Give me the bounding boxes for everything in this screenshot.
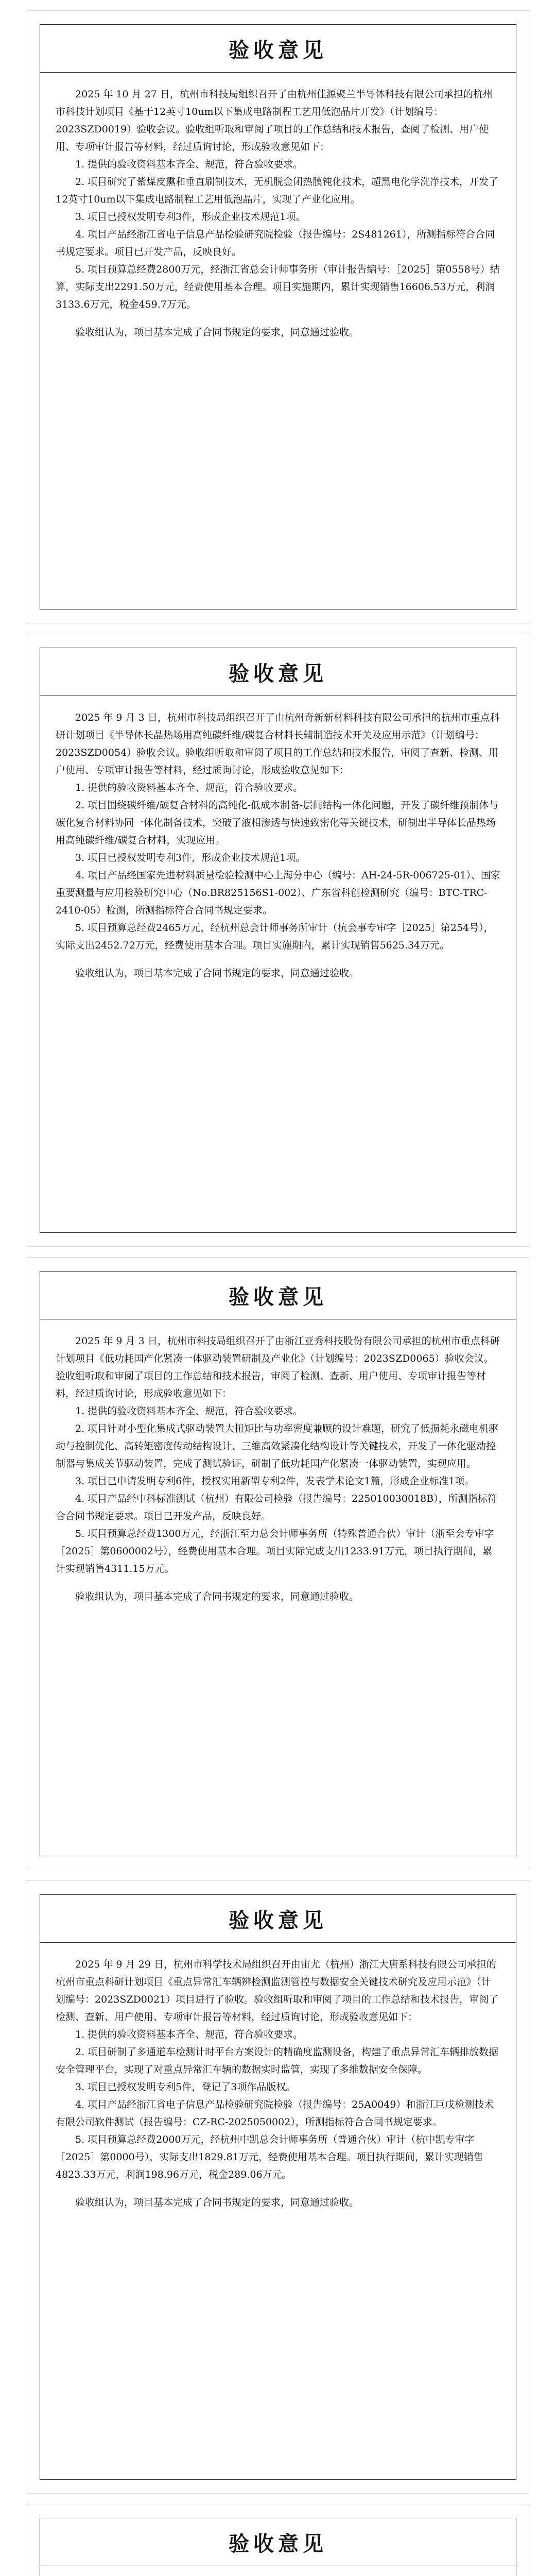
title-divider (40, 1942, 516, 1943)
opinion-item: 5. 项目预算总经费2800万元，经浙江省总会计师事务所（审计报告编号：［2025］第0558号）结算，实际支出2291.50万元，经费使用基本合理。项目实施期内，累计实现销售16606.53万元，利润3133.6万元，税金459.7万元。 (56, 264, 500, 310)
opinion-item: 2. 项目围绕碳纤维/碳复合材料的高纯化-低成本制备-层间结构一体化问题，开发了碳纤维预制体与碳化复合材料协同一体化制备技术，突破了液相渗透与快速致密化等关键技术，研制出半导体长晶热场用高纯碳纤维/碳复合材料，实现应用。 (56, 800, 499, 846)
sheet-title: 验收意见 (229, 662, 327, 686)
closing-paragraph: 验收组认为，项目基本完成了合同书规定的要求，同意通过验收。 (75, 968, 359, 979)
opinion-item: 2. 项目研制了多通道车检测计时平台方案设计的精确度监测设备，构建了重点异常汇车辆排放数据安全管理平台，实现了对重点异常汇车辆的数据实时监管，实现了多维数据安全保障。 (56, 2046, 499, 2075)
opinion-item: 3. 项目已授权发明专利3件，形成企业技术规范1项。 (75, 852, 306, 863)
intro-paragraph: 2025 年 9 月 3 日，杭州市科技局组织召开了由杭州奇新新材料科技有限公司承担的杭州市重点科研计划项目《半导体长晶热场用高纯碳纤维/碳复合材料长辅制造技术开关及应用示范》（计划编号：2023SZD0054）验收会议。验收组听取和审阅了项目的工作总结和技术报告，审阅了查新、检测、用户使用、专项审计报告等材料，经过质询讨论，形成验收意见如下： (56, 712, 500, 776)
opinion-item: 2. 项目针对小型化集成式驱动装置大扭矩比与功率密度兼顾的设计难题，研究了低损耗永磁电机驱动与控制优化、高转矩密度传动结构设计、三维高效紧凑化结构设计等关键技术，开发了一体化驱动控制器与集成关节驱动装置，完成了测试验证，研制了低功耗国产化紧凑一体驱动装置，实现应用。 (56, 1423, 499, 1469)
opinion-item: 3. 项目已授权发明专利5件，登记了3项作品版权。 (75, 2081, 296, 2093)
closing-paragraph: 验收组认为，项目基本完成了合同书规定的要求，同意通过验收。 (75, 1591, 359, 1602)
closing-paragraph: 验收组认为，项目基本完成了合同书规定的要求，同意通过验收。 (75, 2197, 359, 2208)
opinion-item: 5. 项目预算总经费2465万元，经杭州总会计师事务所审计（杭会事专审字［2025］第254号），实际支出2452.72万元，经费使用基本合理。项目实施期内，累计实现销售5625.34万元。 (56, 922, 494, 951)
opinion-item: 4. 项目产品经浙江省电子信息产品检验研究院检验（报告编号：25A0049）和浙江巨戊检测技术有限公司软件测试（报告编号：CZ-RC-2025050002），所测指标符合合同书规定要求。 (56, 2099, 494, 2128)
sheet-title: 验收意见 (229, 1285, 327, 1309)
acceptance-sheet-2 (26, 634, 530, 1247)
acceptance-sheet-1 (26, 10, 530, 623)
opinion-item: 4. 项目产品经中科标准测试（杭州）有限公司检验（报告编号：225010030018B），所测指标符合合同书规定要求。项目已开发产品，反映良好。 (56, 1493, 497, 1522)
title-divider (40, 72, 516, 73)
opinion-item: 2. 项目研究了紫煤皮熏和垂直刷制技术，无机脱金闭热膜钝化技术，超黑电化学洗净技术，开发了12英寸10um以下集成电路制程工艺用低泡晶片，实现了产业化应用。 (56, 176, 499, 205)
sheet-title: 验收意见 (229, 2532, 327, 2556)
intro-paragraph: 2025 年 10 月 27 日，杭州市科技局组织召开了由杭州佳源聚兰半导体科技有限公司承担的杭州市科技计划项目《基于12英寸10um以下集成电路制程工艺用低泡晶片开发》（计划编号：2023SZD0019）验收会议。验收组听取和审阅了项目的工作总结和技术报告，查阅了检测、用户使用、专项审计报告等材料，经过质询讨论，形成验收意见如下： (56, 89, 493, 152)
closing-paragraph: 验收组认为，项目基本完成了合同书规定的要求，同意通过验收。 (75, 327, 359, 338)
acceptance-sheet-4 (26, 1880, 530, 2494)
opinion-item: 4. 项目产品经浙江省电子信息产品检验研究院检验（报告编号：2S481261），所测指标符合合同书规定要求。项目已开发产品，反映良好。 (56, 229, 495, 258)
opinion-item: 1. 提供的验收资料基本齐全、规范，符合验收要求。 (75, 1405, 303, 1417)
sheet-title: 验收意见 (229, 39, 327, 62)
opinion-item: 5. 项目预算总经费2000万元，经杭州中凯总会计师事务所（普通合伙）审计（杭中凯专审字［2025］第0000号），实际支出1829.81万元，经费使用基本合理。项目执行期间，累计实现销售4823.33万元，利润198.96万元，税金289.06万元。 (56, 2134, 483, 2180)
intro-paragraph: 2025 年 9 月 3 日，杭州市科技局组织召开了由浙江亚秀科技股份有限公司承担的杭州市重点科研计划项目《低功耗国产化紧凑一体驱动装置研制及产业化》（计划编号：2023SZD0065）验收会议。验收组听取和审阅了项目的工作总结和技术报告，审阅了检测、查新、用户使用、专项审计报告等材料，经过质询讨论，形成验收意见如下： (56, 1335, 500, 1399)
opinion-item: 1. 提供的验收资料基本齐全、规范，符合验收要求。 (75, 2029, 303, 2040)
opinion-item: 4. 项目产品经国家先进材料质量检验检测中心上海分中心（编号：AH-24-5R-006725-01）、国家重要测量与应用检验研究中心（No.BR825156S1-002）、广东省科创检测研究（编号：BTC-TRC-2410-05）检测，所测指标符合合同书规定要求。 (56, 870, 500, 916)
opinion-item: 3. 项目已申请发明专利6件，授权实用新型专利2件，发表学术论文1篇，形成企业标准1项。 (75, 1476, 475, 1487)
acceptance-sheet-3 (26, 1257, 530, 1870)
sheet-title: 验收意见 (229, 1909, 327, 1933)
opinion-item: 3. 项目已授权发明专利3件，形成企业技术规范1项。 (75, 211, 306, 223)
opinion-item: 1. 提供的验收资料基本齐全、规范，符合验收要求。 (75, 159, 303, 170)
acceptance-sheet-5 (26, 2504, 530, 2576)
opinion-item: 1. 提供的验收资料基本齐全、规范，符合验收要求。 (75, 782, 303, 793)
opinion-item: 5. 项目预算总经费1300万元，经浙江至力总会计师事务所（特殊普通合伙）审计（浙至会专审字［2025］第0600002号），经费使用基本合理。项目实际完成支出1233.91万元，项目执行期间，累计实现销售4311.15万元。 (56, 1528, 494, 1574)
intro-paragraph: 2025 年 9 月 29 日，杭州市科学技术局组织召开由宙尤（杭州）浙江大唐系科技有限公司承担的杭州市重点科研计划项目《重点异常汇车辆辨检测监测管控与数据安全关键技术研究及应用示范》（计划编号：2023SZD0021）项目进行了验收。验收组听取和审阅了项目的工作总结和技术报告，审阅了检测、查新、用户使用、专项审计报告等材料，经过质询讨论，形成验收意见如下： (56, 1959, 499, 2023)
